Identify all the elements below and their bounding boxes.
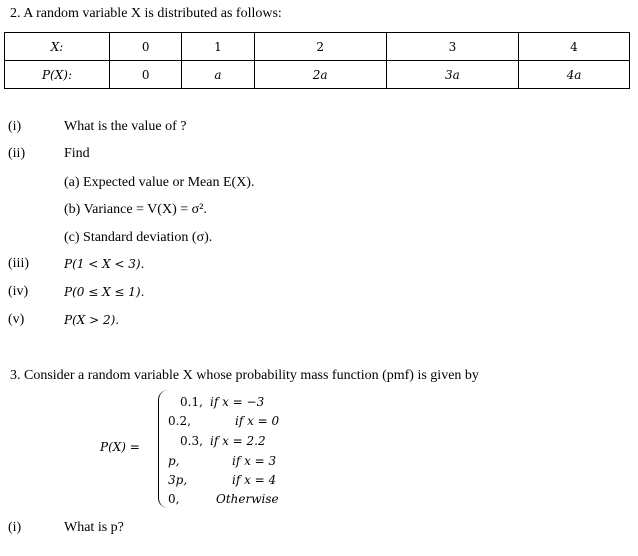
- table-cell: 3: [386, 33, 518, 61]
- table-cell: X:: [5, 33, 110, 61]
- item-number: (v): [8, 312, 25, 327]
- item-number: (i): [8, 119, 22, 134]
- case-condition: if x = −3: [210, 395, 265, 409]
- table-cell: 4a: [519, 61, 630, 89]
- case-condition: if x = 4: [232, 473, 277, 487]
- question-2-title: 2. A random variable X is distributed as follows:: [10, 6, 282, 21]
- case-value: p,: [168, 454, 180, 468]
- item-number: (i): [8, 520, 22, 535]
- case-value: 0,: [168, 492, 180, 506]
- item-text: P(1 < X < 3).: [64, 257, 145, 271]
- table-cell: 0: [110, 33, 182, 61]
- question-3-title: 3. Consider a random variable X whose probability mass function (pmf) is given by: [10, 368, 479, 383]
- case-value: 0.2,: [168, 414, 191, 428]
- table-cell: 0: [110, 61, 182, 89]
- item-text: What is p?: [64, 520, 124, 535]
- item-text: (c) Standard deviation (σ).: [64, 230, 213, 245]
- item-text: (a) Expected value or Mean E(X).: [64, 175, 255, 190]
- table-cell: 3a: [386, 61, 518, 89]
- table-row: [5, 33, 630, 61]
- case-condition: if x = 2.2: [210, 434, 266, 448]
- case-value: 0.1,: [180, 395, 203, 409]
- item-text: (b) Variance = V(X) = σ².: [64, 202, 207, 217]
- table-cell: a: [182, 61, 254, 89]
- table-cell: 2a: [254, 61, 386, 89]
- item-number: (iv): [8, 284, 29, 299]
- case-condition: if x = 0: [235, 414, 280, 428]
- table-row: [5, 61, 630, 89]
- item-number: (iii): [8, 256, 29, 271]
- case-condition: if x = 3: [232, 454, 277, 468]
- case-value: 0.3,: [180, 434, 203, 448]
- distribution-table: [4, 32, 630, 89]
- table-cell: 4: [519, 33, 630, 61]
- item-text: P(X > 2).: [64, 313, 120, 327]
- table-cell: 1: [182, 33, 254, 61]
- item-text: What is the value of ?: [64, 119, 187, 134]
- table-cell: P(X):: [5, 61, 110, 89]
- case-condition: Otherwise: [216, 492, 279, 506]
- item-text: P(0 ≤ X ≤ 1).: [64, 285, 145, 299]
- item-text: Find: [64, 146, 90, 161]
- pmf-lhs: P(X) =: [100, 440, 140, 454]
- case-value: 3p,: [168, 473, 188, 487]
- item-number: (ii): [8, 146, 26, 161]
- table-cell: 2: [254, 33, 386, 61]
- left-brace: [158, 390, 169, 508]
